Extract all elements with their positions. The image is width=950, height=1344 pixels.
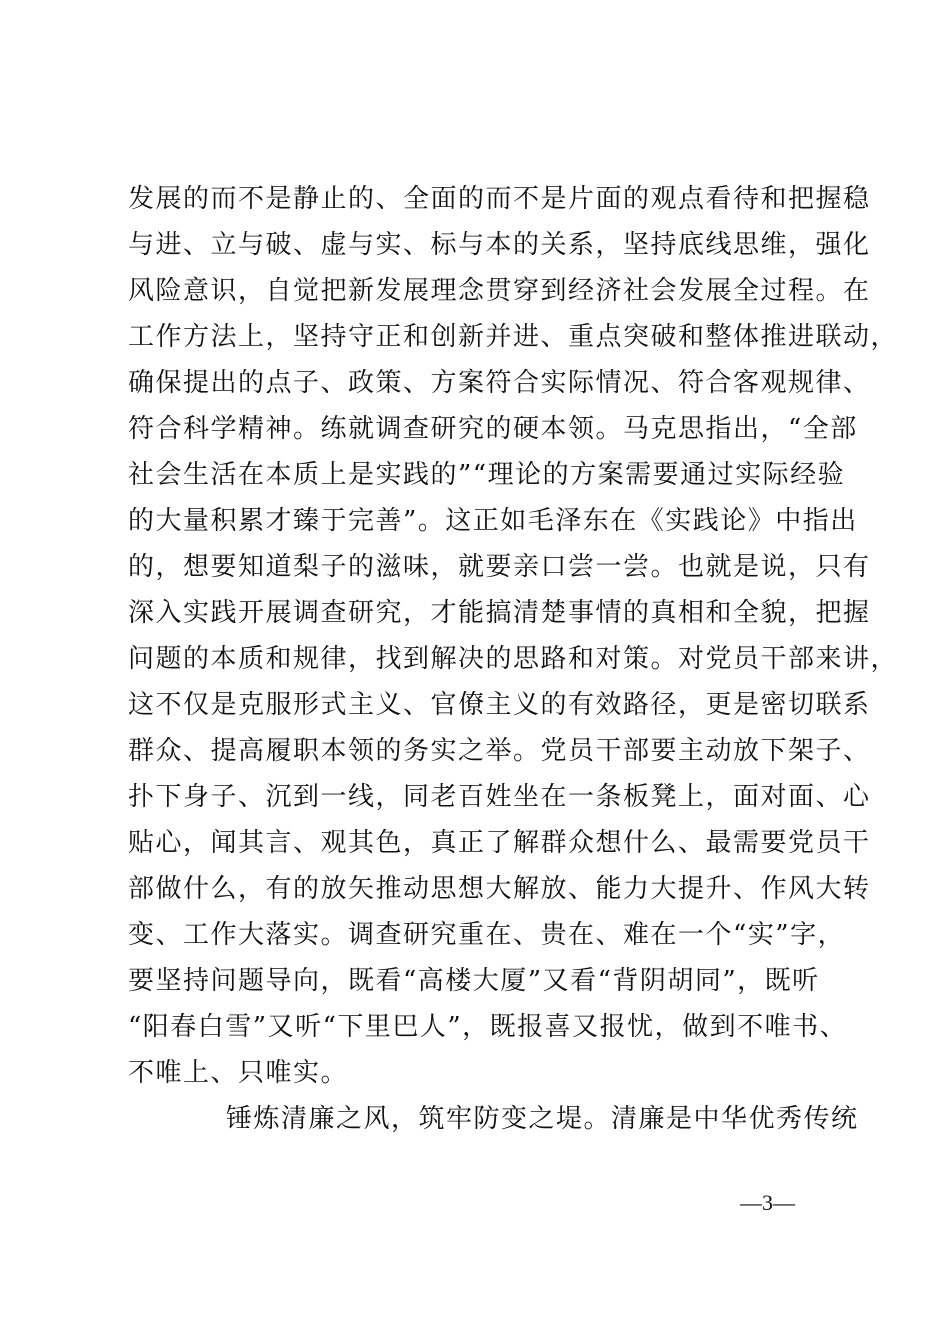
text-line: 要坚持问题导向，既看“高楼大厦”又看“背阴胡同”，既听: [128, 966, 820, 996]
text-line: 群众、提高履职本领的务实之举。党员干部要主动放下架子、: [128, 736, 871, 766]
text-line: 贴心，闻其言、观其色，真正了解群众想什么、最需要党员干: [128, 828, 871, 858]
text-line: 发展的而不是静止的、全面的而不是片面的观点看待和把握稳: [128, 184, 871, 214]
text-line: 风险意识，自觉把新发展理念贯穿到经济社会发展全过程。在: [128, 276, 871, 306]
text-line: 部做什么，有的放矢推动思想大解放、能力大提升、作风大转: [128, 874, 871, 904]
text-line: 的大量积累才臻于完善”。这正如毛泽东在《实践论》中指出: [128, 506, 858, 536]
text-line: 与进、立与破、虚与实、标与本的关系，坚持底线思维，强化: [128, 230, 871, 260]
text-line: “阳春白雪”又听“下里巴人”，既报喜又报忧，做到不唯书、: [128, 1012, 848, 1042]
paragraph-start-line: 锤炼清廉之风，筑牢防变之堤。清廉是中华优秀传统: [226, 1104, 859, 1134]
text-line: 工作方法上，坚持守正和创新并进、重点突破和整体推进联动，: [128, 322, 899, 352]
text-line: 这不仅是克服形式主义、官僚主义的有效路径，更是密切联系: [128, 690, 871, 720]
text-line: 确保提出的点子、政策、方案符合实际情况、符合客观规律、: [128, 368, 871, 398]
page-number: —3—: [740, 1190, 795, 1215]
body-text: [128, 176, 899, 1142]
text-line: 扑下身子、沉到一线，同老百姓坐在一条板凳上，面对面、心: [128, 782, 871, 812]
text-line: 不唯上、只唯实。: [128, 1058, 349, 1088]
text-line: 变、工作大落实。调查研究重在、贵在、难在一个“实”字，: [128, 920, 846, 950]
text-line: 符合科学精神。练就调查研究的硬本领。马克思指出，“全部: [128, 414, 858, 444]
text-line: 问题的本质和规律，找到解决的思路和对策。对党员干部来讲，: [128, 644, 899, 674]
text-line: 的，想要知道梨子的滋味，就要亲口尝一尝。也就是说，只有: [128, 552, 871, 582]
text-line: 社会生活在本质上是实践的”“理论的方案需要通过实际经验: [128, 460, 846, 490]
text-line: 深入实践开展调查研究，才能搞清楚事情的真相和全貌，把握: [128, 598, 871, 628]
